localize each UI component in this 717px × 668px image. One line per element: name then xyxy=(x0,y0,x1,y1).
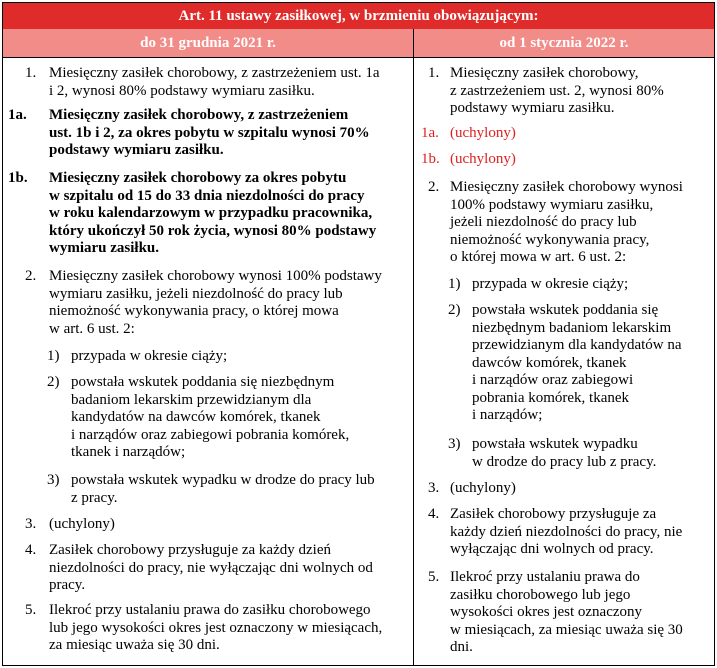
point-number: 3) xyxy=(47,472,60,488)
column-header-before-2022: do 31 grudnia 2021 r. xyxy=(3,29,413,57)
point-number: 2) xyxy=(448,302,461,318)
header-divider xyxy=(3,57,714,58)
provision-number: 4. xyxy=(25,542,37,558)
provision-number: 1a. xyxy=(421,125,439,141)
provision-number: 1a. xyxy=(8,107,27,123)
provision-text: Miesięczny zasiłek chorobowy wynosi 100% podstawy wymiaru zasiłku, jeżeli niezdolność do pracy lub niemożność wykonywania pracy, o której mowa w art. 6 ust. 2: xyxy=(49,268,382,337)
right-provision-4 xyxy=(428,506,713,559)
provision-number: 2. xyxy=(428,179,440,195)
provision-text: Miesięczny zasiłek chorobowy za okres pobytu w szpitalu od 15 do 33 dnia niezdolności do pracy w roku kalendarzowym w przypadku pracownika, który ukończył 50 rok życia, wynosi 80% podstawy wymiaru zasiłku. xyxy=(49,170,377,256)
provision-text: Zasiłek chorobowy przysługuje za każdy dzień niezdolności do pracy, nie wyłączając dni wolnych od pracy. xyxy=(450,506,683,557)
point-text: powstała wskutek wypadku w drodze do pracy lub z pracy. xyxy=(472,436,657,470)
right-point-2 xyxy=(448,302,710,423)
provision-number: 3. xyxy=(25,516,37,532)
provision-number: 5. xyxy=(428,569,440,585)
left-provision-1a xyxy=(8,107,408,160)
provision-text: (uchylony) xyxy=(450,151,516,167)
point-text: przypada w okresie ciąży; xyxy=(472,276,629,292)
table-title: Art. 11 ustawy zasiłkowej, w brzmieniu obowiązującym: xyxy=(3,3,714,29)
right-provision-5 xyxy=(428,569,713,655)
provision-text: (uchylony) xyxy=(450,125,516,141)
provision-number: 2. xyxy=(25,268,37,284)
point-number: 1) xyxy=(448,276,461,292)
column-header-from-2022: od 1 stycznia 2022 r. xyxy=(414,29,714,57)
point-text: przypada w okresie ciąży; xyxy=(71,348,228,364)
provision-text: Miesięczny zasiłek chorobowy, z zastrzeżeniem ust. 1a i 2, wynosi 80% podstawy wymiaru zasiłku. xyxy=(49,65,380,99)
left-provision-1b xyxy=(8,170,408,256)
provision-number: 4. xyxy=(428,506,440,522)
left-point-2 xyxy=(47,374,407,460)
left-provision-4 xyxy=(25,542,410,595)
provision-text: (uchylony) xyxy=(49,516,115,532)
provision-text: (uchylony) xyxy=(450,480,516,496)
point-number: 1) xyxy=(47,348,60,364)
provision-number: 1b. xyxy=(8,170,28,186)
provision-text: Miesięczny zasiłek chorobowy wynosi 100% podstawy wymiaru zasiłku, jeżeli niezdolność do pracy lub niemożność wykonywania pracy, o której mowa w art. 6 ust. 2: xyxy=(450,179,683,265)
point-text: powstała wskutek poddania się niezbędnym badaniom lekarskim przewidzianym dla kandydatów na dawców komórek, tkanek i narządów oraz zabiegowi pobrania komórek, tkanek i narządów; xyxy=(71,374,350,460)
provision-number: 1b. xyxy=(421,151,440,167)
column-divider xyxy=(413,29,414,666)
point-number: 2) xyxy=(47,374,60,390)
right-provision-1 xyxy=(428,65,713,118)
left-provision-2 xyxy=(25,268,410,337)
provision-number: 1. xyxy=(428,65,440,81)
provision-text: Ilekroć przy ustalaniu prawa do zasiłku chorobowego lub jego wysokości okres jest oznaczony w miesiącach, za miesiąc uważa się 30 dni. xyxy=(49,602,383,653)
point-text: powstała wskutek poddania się niezbędnym badaniom lekarskim przewidzianym dla kandydatów na dawców komórek, tkanek i narządów oraz zabiegowi pobrania komórek, tkanek i narządów; xyxy=(472,302,682,423)
comparison-table xyxy=(2,2,715,666)
provision-number: 3. xyxy=(428,480,440,496)
provision-text: Miesięczny zasiłek chorobowy, z zastrzeżeniem ust. 2, wynosi 80% podstawy wymiaru zasiłku. xyxy=(450,65,664,116)
provision-text: Miesięczny zasiłek chorobowy, z zastrzeżeniem ust. 1b i 2, za okres pobytu w szpitalu wynosi 70% podstawy wymiaru zasiłku. xyxy=(49,107,370,158)
point-number: 3) xyxy=(448,436,461,452)
provision-text: Ilekroć przy ustalaniu prawa do zasiłku chorobowego lub jego wysokości okres jest oznaczony w miesiącach, za miesiąc uważa się 30 dni. xyxy=(450,569,683,655)
provision-number: 1. xyxy=(25,65,37,81)
left-provision-5 xyxy=(25,602,410,655)
provision-number: 5. xyxy=(25,602,37,618)
provision-text: Zasiłek chorobowy przysługuje za każdy dzień niezdolności do pracy, nie wyłączając dni wolnych od pracy. xyxy=(49,542,373,593)
point-text: powstała wskutek wypadku w drodze do pracy lub z pracy. xyxy=(71,472,375,506)
right-provision-2 xyxy=(428,179,713,265)
